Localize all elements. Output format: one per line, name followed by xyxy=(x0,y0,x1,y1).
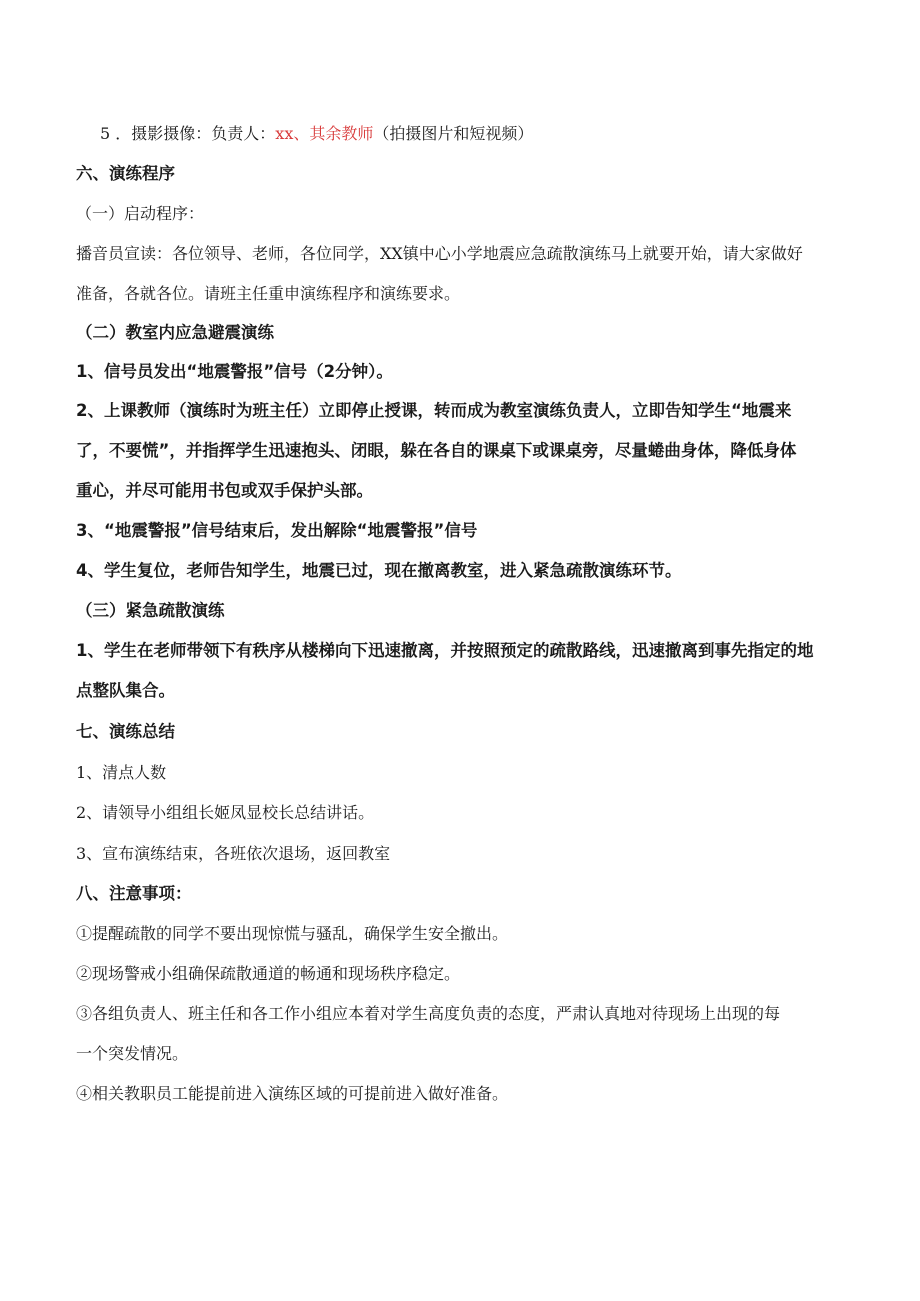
section-5-line xyxy=(100,123,860,145)
subsection-2-item-2-line-1: 2、上课教师（演练时为班主任）立即停止授课，转而成为教室演练负责人，立即告知学生“地震来 xyxy=(76,401,792,420)
section-8-item-1: ①提醒疏散的同学不要出现惊慌与骚乱，确保学生安全撤出。 xyxy=(76,924,509,943)
subsection-2-item-2-line-3: 重心，并尽可能用书包或双手保护头部。 xyxy=(76,481,373,500)
section-8-heading: 八、注意事项： xyxy=(76,884,192,903)
section-5-highlight: xx、其余教师 xyxy=(275,124,374,143)
section-7-heading: 七、演练总结 xyxy=(76,722,175,741)
subsection-2-item-4: 4、学生复位，老师告知学生，地震已过，现在撤离教室，进入紧急疏散演练环节。 xyxy=(76,561,682,580)
subsection-2-item-2-line-2: 了，不要慌”，并指挥学生迅速抱头、闭眼，躲在各自的课桌下或课桌旁，尽量蜷曲身体，降低身体 xyxy=(76,441,797,460)
subsection-3-heading: （三）紧急疏散演练 xyxy=(76,601,225,620)
section-6-heading: 六、演练程序 xyxy=(76,164,175,183)
section-5-number: 5 xyxy=(100,124,111,143)
section-8-item-3-line-2: 一个突发情况。 xyxy=(76,1044,189,1063)
subsection-1-para-line-2: 准备，各就各位。请班主任重申演练程序和演练要求。 xyxy=(76,284,461,303)
section-7-item-3: 3、宣布演练结束，各班依次退场，返回教室 xyxy=(76,844,391,863)
section-8-item-4: ④相关教职员工能提前进入演练区域的可提前进入做好准备。 xyxy=(76,1084,509,1103)
section-8-item-3-line-1: ③各组负责人、班主任和各工作小组应本着对学生高度负责的态度，严肃认真地对待现场上出现的每 xyxy=(76,1004,781,1023)
section-8-item-2: ②现场警戒小组确保疏散通道的畅通和现场秩序稳定。 xyxy=(76,964,461,983)
subsection-1-para-line-1: 播音员宣读：各位领导、老师，各位同学，XX镇中心小学地震应急疏散演练马上就要开始，请大家做好 xyxy=(76,244,803,263)
subsection-2-item-3: 3、“地震警报”信号结束后，发出解除“地震警报”信号 xyxy=(76,521,478,540)
section-7-item-1: 1、清点人数 xyxy=(76,763,167,782)
subsection-2-heading: （二）教室内应急避震演练 xyxy=(76,323,274,342)
subsection-2-item-1: 1、信号员发出“地震警报”信号（2分钟）。 xyxy=(76,362,393,381)
section-5-note: （拍摄图片和短视频） xyxy=(373,124,534,143)
section-5-label: ．摄影摄像：负责人： xyxy=(115,124,276,143)
subsection-3-item-1-line-1: 1、学生在老师带领下有秩序从楼梯向下迅速撤离，并按照预定的疏散路线，迅速撤离到事先指定的地 xyxy=(76,641,814,660)
subsection-3-item-1-line-2: 点整队集合。 xyxy=(76,681,175,700)
section-7-item-2: 2、请领导小组组长姬凤显校长总结讲话。 xyxy=(76,803,375,822)
subsection-1-heading: （一）启动程序： xyxy=(76,204,205,223)
